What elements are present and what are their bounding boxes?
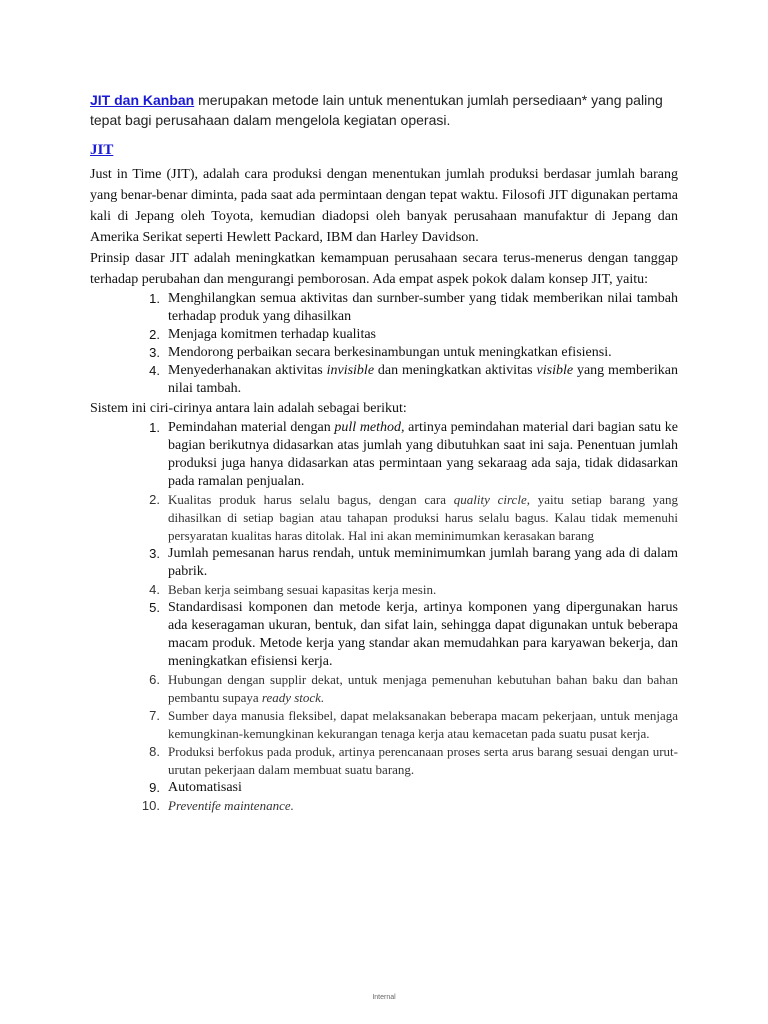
list-item: 2. Menjaga komitmen terhadap kualitas <box>149 327 376 342</box>
list-item: 2. Kualitas produk harus selalu bagus, dengan cara quality circle, yaitu setiap barang yang dihasilkan di setiap bagian atau tahapan produksi harus selalu bagus. Kalau tidak memenuhi persyaratan kualitas haras ditolak. Hal ini akan meminimumkan kerasakan barang <box>149 492 678 543</box>
list-item: 4. Menyederhanakan aktivitas invisible dan meningkatkan aktivitas visible yang memberikan nilai tambah. <box>149 363 679 396</box>
list-item: 3. Mendorong perbaikan secara berkesinambungan untuk meningkatkan efisiensi. <box>149 345 612 360</box>
list-item: 3. Jumlah pemesanan harus rendah, untuk meminimumkan jumlah barang yang ada di dalam pabrik. <box>149 546 678 579</box>
list-item: 10. Preventife maintenance. <box>141 798 294 813</box>
list-item: 7. Sumber daya manusia fleksibel, dapat melaksanakan beberapa macam pekerjaan, untuk menjaga kemungkinan-kemungkinan kekurangan tenaga kerja atau kemacetan pada suatu pusat kerja. <box>149 708 678 741</box>
characteristics-lead: Sistem ini ciri-cirinya antara lain adalah sebagai berikut: <box>90 401 407 416</box>
intro-paragraph <box>90 90 690 130</box>
list-item: 5. Standardisasi komponen dan metode kerja, artinya komponen yang dipergunakan harus ada keseragaman ukuran, bentuk, dan sifat lain, sehingga dapat digunakan untuk beberapa macam produk. Metode kerja yang standar akan memudahkan para karyawan bekerja, dan meningkatkan efisiensi kerja. <box>149 600 678 669</box>
list-item: 4. Beban kerja seimbang sesuai kapasitas kerja mesin. <box>149 582 437 597</box>
document-body <box>90 164 678 815</box>
characteristics-list <box>90 419 678 815</box>
list-item: 1. Menghilangkan semua aktivitas dan surnber-sumber yang tidak memberikan nilai tambah terhadap produk yang dihasilkan <box>149 291 678 324</box>
list-item: 6. Hubungan dengan supplir dekat, untuk menjaga pemenuhan kebutuhan bahan baku dan bahan pembantu supaya ready stock. <box>149 672 678 705</box>
list-item: 8. Produksi berfokus pada produk, artinya perencanaan proses serta arus barang sesuai dengan urut-urutan pekerjaan dalam membuat suatu barang. <box>149 744 678 777</box>
footer-classification-label: Internal <box>372 994 396 1001</box>
list-item: 9. Automatisasi <box>149 780 242 795</box>
jit-principle-paragraph: Prinsip dasar JIT adalah meningkatkan kemampuan perusahaan secara terus-menerus dengan tanggap terhadap perubahan dan mengurangi pemborosan. Ada empat aspek pokok dalam konsep JIT, yaitu: <box>90 251 678 287</box>
aspects-list <box>90 290 678 398</box>
jit-definition-paragraph: Just in Time (JIT), adalah cara produksi dengan menentukan jumlah produksi berdasar jumlah barang yang benar-benar diminta, pada saat ada permintaan dengan tepat waktu. Filosofi JIT digunakan pertama kali di Jepang oleh Toyota, kemudian diadopsi oleh banyak perusahaan manufaktur di Jepang dan Amerika Serikat seperti Hewlett Packard, IBM dan Harley Davidson. <box>90 167 678 245</box>
jit-heading-link[interactable]: JIT <box>90 142 114 158</box>
list-item: 1. Pemindahan material dengan pull method, artinya pemindahan material dari bagian satu ke bagian berikutnya didasarkan atas jumlah yang dibutuhkan saat ini saja. Penentuan jumlah produksi juga hanya didasarkan atas permintaan yang sekaraag ada saja, tidak didasarkan pada ramalan penjualan. <box>149 420 678 489</box>
intro-text: merupakan metode lain untuk menentukan jumlah persediaan* yang paling tepat bagi perusahaan dalam mengelola kegiatan operasi. <box>90 92 663 128</box>
jit-kanban-link[interactable]: JIT dan Kanban <box>90 92 195 108</box>
